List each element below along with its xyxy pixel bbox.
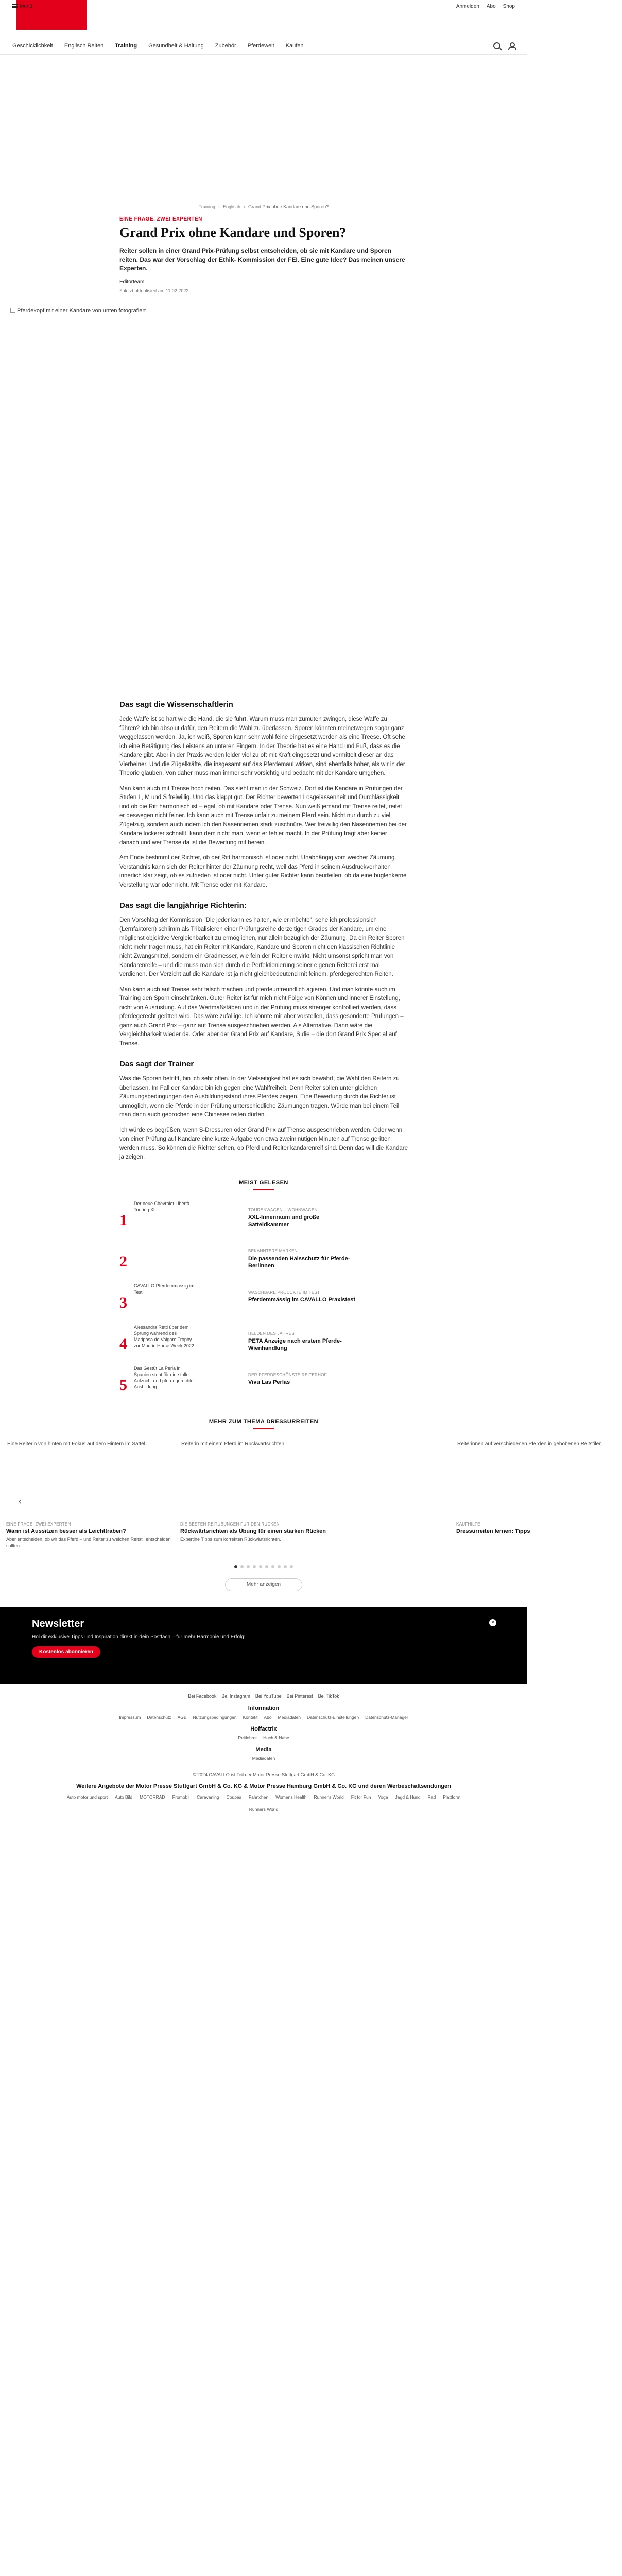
footer-link[interactable]: Datenschutz (147, 1714, 171, 1720)
footer-info-links (63, 1715, 464, 1720)
item-headline: XXL-Innenraum und große Satteldkammer (248, 1214, 320, 1228)
section-trainer (119, 1060, 408, 1162)
thumb-alt: Alessandra Rettl über dem Sprung während des Mariposa de Valgaro Trophy zur Madrid Horse Week 2022 (134, 1324, 194, 1348)
rank-number: 1 (119, 1211, 127, 1229)
user-icon[interactable] (508, 42, 515, 49)
footer-link[interactable]: Datenschutz-Manager (365, 1714, 408, 1720)
footer-link[interactable]: Hoch & Nahe (263, 1735, 289, 1740)
hero-image (0, 308, 527, 689)
breadcrumb-separator: › (244, 204, 246, 209)
item-thumbnail (133, 1365, 195, 1396)
paragraph: Man kann auch auf Trense sehr falsch machen und pferdeunfreundlich agieren. Und man könnte auch im Training den Sporn einschränken. Guter Reiter ist für mich nicht Folge von Können und innerer Einstellung, nicht von Ausrüstung. Auf das Wertmaßstäben und in der Prüfung muss strenger kontrolliert werden, dass pferdegerecht geritten wird. Das wäre zufällige. Ich könnte mir aber vorstellen, dass gesonderte Prüfungen – ganz auch Grand Prix – ganz auf Trense ausgeschrieben werden. Als Alternative. Dann wäre die Vergleichbarkeit wieder da. Oder aber der Grand Prix auf Kandare, S die – die dort Grand Prix Special auf Trense. (119, 986, 404, 1047)
card-teaser: Expertine Tipps zum korrekten Rückwärtsrichten. (180, 1536, 281, 1542)
rank-number: 2 (119, 1252, 127, 1270)
footer-link[interactable]: Mediadaten (278, 1714, 301, 1720)
footer-help-links (63, 1735, 464, 1740)
brand-links (53, 1794, 475, 1812)
thumb-alt: Das Gestüt La Perla in Spanien steht für eine tolle Aufzucht und pferdegerechte Ausbildung (134, 1365, 194, 1389)
card-image (456, 1439, 622, 1522)
article-body (119, 700, 408, 1398)
item-category: TOURENWAGEN – WOHNWAGEN (248, 1207, 318, 1212)
brand-link[interactable]: Jagd & Hund (395, 1794, 421, 1800)
item-thumbnail (133, 1283, 195, 1314)
footer-heading-media: Media (255, 1746, 272, 1753)
breadcrumb-item[interactable]: Englisch (223, 204, 241, 209)
nav-item-gesundheit[interactable]: Gesundheit & Haltung (148, 42, 204, 49)
footer (0, 1684, 527, 1812)
carousel-dot[interactable] (240, 1565, 244, 1568)
breadcrumb-item[interactable]: Training (198, 204, 216, 209)
carousel-dot[interactable] (284, 1565, 287, 1568)
footer-heading-help: Hoffactrix (250, 1725, 277, 1732)
article-date: Zuletzt aktualisiert am 11.02.2022 (119, 288, 189, 293)
nav-item-zubehoer[interactable]: Zubehör (215, 42, 236, 49)
main-navigation (0, 37, 527, 55)
card-teaser: Aber entscheiden, ob wir das Pferd – und Reiter zu welchen Reitstil entscheiden sollten. (6, 1536, 171, 1548)
brand-link[interactable]: Fahrtchen (248, 1794, 269, 1800)
search-icon[interactable] (493, 42, 500, 49)
related-card[interactable] (180, 1439, 346, 1543)
top-link-abo[interactable]: Abo (486, 3, 496, 9)
item-category: HELDEN DES JAHRES (248, 1331, 295, 1336)
footer-link[interactable]: AGB (177, 1714, 187, 1720)
newsletter-block (0, 1607, 527, 1684)
newsletter-subscribe-button[interactable]: Kostenlos abonnieren (32, 1646, 100, 1658)
item-text (248, 1324, 356, 1352)
card-image-alt: Reiterinnen auf verschiedenen Pferden in gehobenen Reitstilen (457, 1440, 602, 1447)
social-links (0, 1693, 527, 1699)
card-headline: Wann ist Aussitzen besser als Leichttraben? (6, 1528, 126, 1534)
top-link-login[interactable]: Anmelden (456, 3, 479, 9)
related-carousel (0, 1439, 602, 1558)
social-tiktok-link[interactable] (318, 1693, 339, 1699)
breadcrumb-separator: › (218, 204, 220, 209)
carousel-dot[interactable] (290, 1565, 293, 1568)
related-block (0, 1418, 602, 1591)
brand-link[interactable]: Coupés (226, 1794, 241, 1800)
paragraph: Den Vorschlag der Kommission "Die jeder kann es halten, wie er möchte", sehe ich professionsich (Lernfaktoren) schlimm als Tribalisieren einer Prüfungsreihe derzeitigen Grades der Kandare, um eine möglichst objektive Vergleichbarkeit zu ermöglichen, nur allein bezüglich der Zäumung. Da ein Reiter Sporen nicht mehr tragen muss, hat ein Reiter mit Kandare, Kandare und Sporen nicht den klassischen Richtlinie nicht Zwangsmittel, sondern ein Gradmesser, wie fein der Reiter einwirkt. Nicht umsonst spricht man von Kandarenreife – und die muss man sich durch die Perfektionierung seiner eigenen Reiterei erst mal verdienen. Der Verzicht auf die Kandare ist ja nicht gleichbedeutend mit feinem, pferdegerechten Reiten. (119, 917, 405, 977)
carousel-dot[interactable] (259, 1565, 262, 1568)
most-read-item[interactable] (119, 1283, 408, 1316)
most-read-item[interactable] (119, 1365, 408, 1398)
brand-link[interactable]: Auto motor und sport (66, 1794, 108, 1800)
social-youtube-link[interactable] (255, 1693, 282, 1699)
nav-icons (493, 42, 515, 49)
carousel-dot[interactable] (265, 1565, 268, 1568)
footer-link[interactable]: Impressum (119, 1714, 141, 1720)
article-author[interactable]: Editorteam (119, 279, 145, 285)
carousel-dot[interactable] (253, 1565, 256, 1568)
item-headline: Pferdemmässig im CAVALLO Praxistest (248, 1296, 356, 1303)
brand-link[interactable]: Rad (427, 1794, 436, 1800)
card-category: DIE BESTEN REITÜBUNGEN FÜR DEN RÜCKEN (180, 1521, 280, 1527)
item-category: DER PFERDESCHÖNSTE REITERHOF (248, 1372, 327, 1377)
nav-item-pferdewelt[interactable]: Pferdewelt (247, 42, 274, 49)
nav-item-geschicklichkeit[interactable]: Geschicklichkeit (12, 42, 53, 49)
nav-item-training[interactable]: Training (115, 42, 137, 49)
thumb-alt: CAVALLO Pferdemmässig im Test (134, 1283, 195, 1295)
item-headline: Die passenden Halsschutz für Pferde-Berlinnen (248, 1255, 350, 1269)
item-headline: Vivu Las Perlas (248, 1379, 290, 1385)
paragraph: Am Ende bestimmt der Richter, ob der Ritt harmonisch ist oder nicht. Unabhängig vom weicher Zäumung. Verständnis kann sich der Reiter hinter der Zäumung recht, weil das Pferd in seinem Ausdruckverhalten innerlich klar zeigt, ob es zufrieden ist oder nicht. Unter guter Richter kann beurteilen, ob da eine buglenkerne Verstellung war oder nicht. Mit Trense oder mit Kandare. (119, 855, 407, 888)
hamburger-icon (12, 4, 18, 8)
footer-heading-information: Information (248, 1705, 280, 1711)
nav-item-kaufen[interactable]: Kaufen (285, 42, 304, 49)
broken-image-icon (10, 308, 15, 313)
footer-link[interactable]: Kontakt (243, 1714, 258, 1720)
brand-link[interactable]: Womens Health (275, 1794, 307, 1800)
social-label: Bei TikTok (318, 1693, 339, 1699)
brand-link[interactable]: Fit for Fun (351, 1794, 371, 1800)
card-headline: Rückwärtsrichten als Übung für einen starken Rücken (180, 1528, 326, 1534)
section-heading: Das sagt die langjährige Richterin: (119, 901, 247, 910)
section-heading: Das sagt die Wissenschaftlerin (119, 700, 233, 709)
footer-link[interactable]: Datenschutz-Einstellungen (306, 1714, 359, 1720)
carousel-dot[interactable] (247, 1565, 250, 1568)
paragraph: Jede Waffe ist so hart wie die Hand, die sie führt. Warum muss man zumuten zwingen, diese Waffe zu führen? Ich bin absolut dafür, den Reitern die Wahl zu überlassen. Sporen könnten meinetwegen sogar ganz weggelassen werden. Ja, ich weiß, Sporen kann sehr wohl feine eingesetzt werden als eine Treese. Oft sehe ich eine Betätigung des Leistens an unteren Fingern. In der Theorie hat es eine Hand und Fuß, dass es die Kandare gibt. Aber in der Praxis werden leider viel zu oft mit Kraft eingesetzt und vermittelt dieser an das Vierbeiner. Und die Zügelkräfte, die insgesamt auf das Pferdemaul wirken, sind ebenfalls höher, als wir in der Theorie glauben. Von daher muss man immer sehr vorsichtig und bedacht mit der Kandare umgehen. (119, 716, 405, 776)
card-image-alt: Reiterin mit einem Pferd im Rückwärtsrichten (181, 1440, 285, 1447)
nav-items (12, 43, 304, 49)
hero-alt-text: Pferdekopf mit einer Kandare von unten fotografiert (17, 308, 146, 314)
show-more-button[interactable]: Mehr anzeigen (225, 1578, 302, 1591)
item-thumbnail (133, 1324, 195, 1355)
close-icon[interactable]: × (489, 1619, 496, 1626)
thumb-alt: Der neue Chevrolet Libertà Touring XL (134, 1200, 190, 1212)
card-image (180, 1439, 346, 1522)
item-headline: PETA Anzeige nach erstem Pferde-Wienhandlung (248, 1337, 342, 1351)
social-label: Bei YouTube (255, 1693, 282, 1699)
most-read-list (119, 1200, 408, 1398)
footer-link[interactable]: Nutzungsbedingungen (193, 1714, 237, 1720)
brand-link[interactable]: Yoga (378, 1794, 388, 1800)
brand-link[interactable]: Runner's World (314, 1794, 344, 1800)
section-richterin (119, 901, 408, 1048)
item-thumbnail (133, 1200, 195, 1231)
carousel-dot[interactable] (234, 1565, 237, 1568)
menu-button[interactable] (12, 4, 32, 9)
paragraph: Ich würde es begrüßen, wenn S-Dressuren oder Grand Prix auf Trense ausgeschrieben werden. Oder wenn von einer Prüfung auf Kandare eine kurze Aufgabe von etwa zweiminütigen Minuten auf Trense geritten werden muss. So können die Richter sehen, ob Pferd und Reiter kandarenreif sind. Denn das will die Kandare ja zeigen. (119, 1127, 408, 1160)
top-links (456, 4, 515, 9)
related-card[interactable] (456, 1439, 622, 1536)
brand-link[interactable]: Plattform (443, 1794, 461, 1800)
item-text (248, 1283, 356, 1303)
card-category: KAUFHILFE (456, 1521, 480, 1527)
social-instagram-link[interactable] (221, 1693, 250, 1699)
newsletter-title: Newsletter (32, 1618, 84, 1630)
top-bar (0, 0, 527, 12)
nav-item-englisch-reiten[interactable]: Englisch Reiten (64, 42, 104, 49)
related-title: MEHR ZUM THEMA DRESSURREITEN (0, 1419, 527, 1429)
menu-label: Menü (20, 3, 33, 9)
card-headline: Dressurreiten lernen: Tipps (456, 1528, 530, 1534)
social-label: Bei Instagram (221, 1693, 250, 1699)
paragraph: Was die Sporen betrifft, bin ich sehr offen. In der Vielseitigkeit hat es sich bewährt, die Wahl den Reitern zu überlassen. Im Fall der Kandare bin ich gegen eine Wahlfreiheit. Denn Reiter sollen unter gleichen Zäumungsbedingungen den Ausbildungsstand ihres Pferdes zeigen. Eine Bewertung durch die Richter ist unmöglich, wenn die Pferde in der Prüfung unterschiedliche Zäumungen tragen. Würde man bei einem Teil man dann auch gebrochen eine Chinesee reiten dürfen. (119, 1076, 400, 1118)
most-read-title: MEIST GELESEN (119, 1180, 408, 1190)
article (119, 204, 408, 293)
copyright: © 2024 CAVALLO ist Teil der Motor Presse Stuttgart GmbH & Co. KG (192, 1772, 335, 1777)
item-category: WASCHBARE PRODUKTE IM TEST (248, 1290, 320, 1295)
brand-link[interactable]: MOTORRAD (140, 1794, 165, 1800)
further-offers-heading: Weitere Angebote der Motor Presse Stuttgart GmbH & Co. KG & Motor Presse Hamburg GmbH & Co. KG und deren Werbeschaltsendungen (76, 1783, 451, 1789)
item-text (248, 1365, 356, 1386)
footer-link[interactable]: Mediadaten (252, 1755, 275, 1761)
brand-link[interactable]: Caravaning (197, 1794, 219, 1800)
section-heading: Das sagt der Trainer (119, 1060, 194, 1069)
most-read-item[interactable] (119, 1242, 408, 1275)
card-image (6, 1439, 172, 1522)
card-category: EINE FRAGE, ZWEI EXPERTEN (6, 1521, 71, 1527)
social-label: Bei Pinterest (286, 1693, 313, 1699)
section-wissenschaftlerin (119, 700, 408, 890)
card-image-alt: Eine Reiterin von hinten mit Fokus auf dem Hintern im Sattel. (7, 1440, 147, 1447)
rank-number: 4 (119, 1335, 127, 1352)
most-read-item[interactable] (119, 1324, 408, 1357)
item-text (248, 1200, 356, 1228)
rank-number: 3 (119, 1294, 127, 1311)
carousel-dot[interactable] (271, 1565, 274, 1568)
hero-image-alt (10, 308, 146, 314)
social-label: Bei Facebook (188, 1693, 217, 1699)
item-thumbnail (133, 1242, 195, 1273)
carousel-dots (0, 1562, 527, 1570)
footer-link[interactable]: Abo (264, 1714, 272, 1720)
breadcrumb (119, 204, 408, 209)
most-read-block (119, 1180, 408, 1398)
most-read-item[interactable] (119, 1200, 408, 1233)
footer-media-links (63, 1756, 464, 1761)
brand-link[interactable]: Promobil (172, 1794, 190, 1800)
article-lead: Reiter sollen in einer Grand Prix-Prüfung selbst entscheiden, ob sie mit Kandare und Sporen reiten. Das war der Vorschlag der Ethik- Kommission der FEI. Eine gute Idee? Das meinen unsere Experten. (119, 247, 405, 272)
brand-link[interactable]: Auto Bild (115, 1794, 133, 1800)
footer-link[interactable]: Reitlehrer (238, 1735, 257, 1740)
breadcrumb-current: Grand Prix ohne Kandare und Sporen? (248, 204, 329, 209)
rank-number: 5 (119, 1376, 127, 1394)
social-pinterest-link[interactable] (287, 1693, 313, 1699)
newsletter-text: Hol dir exklusive Tipps und Inspiration direkt in dein Postfach – für mehr Harmonie und Erfolg! (32, 1634, 246, 1640)
top-link-shop[interactable]: Shop (503, 3, 515, 9)
related-card[interactable] (6, 1439, 172, 1549)
article-kicker: EINE FRAGE, ZWEI EXPERTEN (119, 216, 202, 222)
brand-link[interactable]: Runners World (249, 1806, 279, 1812)
item-text (248, 1242, 356, 1269)
social-facebook-link[interactable] (188, 1693, 216, 1699)
article-title: Grand Prix ohne Kandare und Sporen? (119, 225, 347, 240)
carousel-dot[interactable] (278, 1565, 281, 1568)
item-category: BEKANNTERE MARKEN (248, 1248, 298, 1253)
carousel-prev-icon[interactable]: ‹ (19, 1496, 22, 1506)
paragraph: Man kann auch mit Trense hoch reiten. Das sieht man in der Schweiz. Dort ist die Kandare in Prüfungen der Stufen L, M und S freiwillig. Und das klappt gut. Der Richter bewerten Losgelassenheit und Durchlässigkeit und ob die Ritt harmonisch ist – egal, ob mit Kandare oder Trense. Nun weiß jemand mit Trense reitet, reitet er deswegen nicht feiner. Ich kann auch mit Trense unfair zu meinem Pferd sein. Nicht nur durch zu viel Zügelzug, sondern auch indem ich den Nasenriemen stark zuschnüre. Wer freiwillig den Nasenriemen bei der Kandare lockerer schnallt, kann dem nicht man, wenn er fehler macht. In der Prüfung fragt aber keiner danach und wer Trense da ist die Bewertung mit herein. (119, 785, 407, 846)
